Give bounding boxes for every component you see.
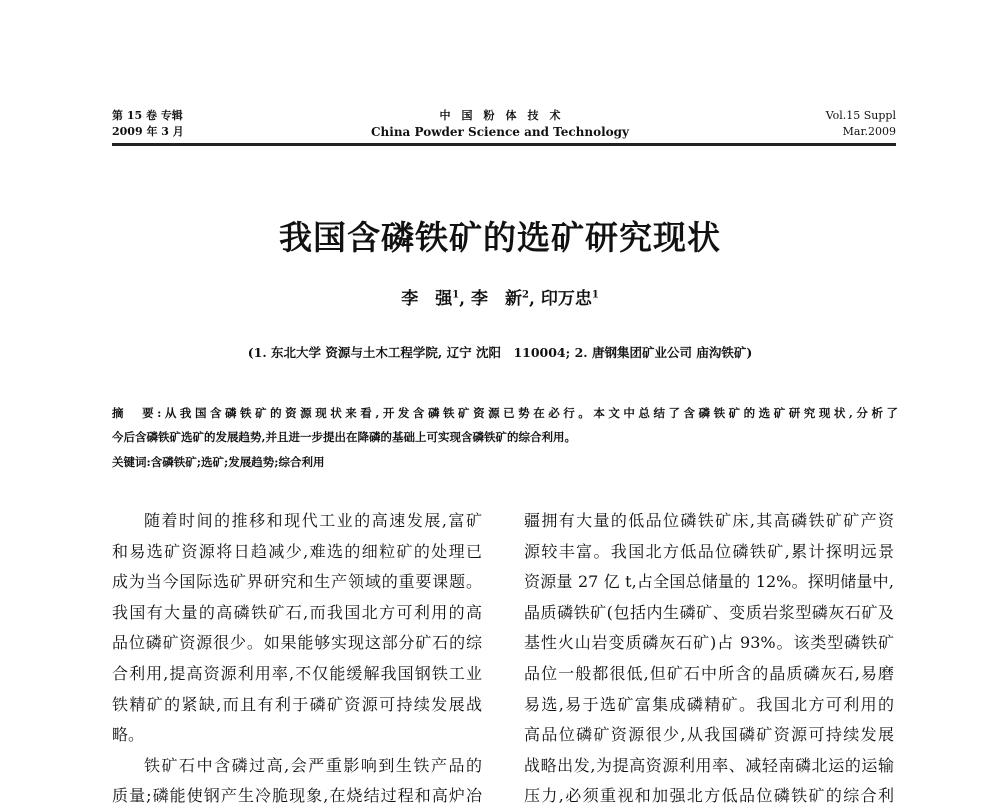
body-line: 我国有大量的高磷铁矿石,而我国北方可利用的高 xyxy=(112,602,482,622)
affiliations: (1. 东北大学 资源与土木工程学院, 辽宁 沈阳 110004; 2. 唐钢集团矿业公司 庙沟铁矿) xyxy=(247,345,753,360)
author-name: 印万忠 xyxy=(540,289,592,309)
abstract-line: 今后含磷铁矿选矿的发展趋势,并且进一步提出在降磷的基础上可实现含磷铁矿的综合利用。 xyxy=(112,430,576,444)
header-rule xyxy=(112,143,896,146)
body-line: 和易选矿资源将日趋减少,难选的细粒矿的处理已 xyxy=(112,541,482,561)
keywords-line xyxy=(112,450,898,475)
body-line: 随着时间的推移和现代工业的高速发展,富矿 xyxy=(144,511,482,530)
author-list: 李 强$^1$, 李 新$^2$, 印万忠$^1$ xyxy=(401,289,599,309)
body-line: 晶质磷铁矿(包括内生磷矿、变质岩浆型磷灰石矿及 xyxy=(524,602,894,622)
paper-title: 我国含磷铁矿的选矿研究现状 xyxy=(279,218,721,257)
body-line: 成为当今国际选矿界研究和生产领域的重要课题。 xyxy=(112,572,482,592)
volume-label-en: Vol.15 Suppl xyxy=(825,109,896,122)
author-name: 李 强 xyxy=(401,289,453,309)
body-line: 质量;磷能使钢产生冷脆现象,在烧结过程和高炉冶 xyxy=(112,786,482,806)
author-name: 李 新 xyxy=(471,289,523,309)
body-line: 源较丰富。我国北方低品位磷铁矿,累计探明远景 xyxy=(524,541,894,561)
volume-label: 第 15 卷 专辑 xyxy=(112,109,183,122)
body-line: 品位一般都很低,但矿石中所含的晶质磷灰石,易磨 xyxy=(524,663,894,683)
issue-date: 2009 年 3 月 xyxy=(112,125,184,138)
keywords-text: 含磷铁矿;选矿;发展趋势;综合利用 xyxy=(150,455,325,469)
abstract-text: 从我国含磷铁矿的资源现状来看,开发含磷铁矿资源已势在必行。本文中总结了含磷铁矿的选矿研究现状,分析了 xyxy=(161,406,898,420)
body-line: 合利用,提高资源利用率,不仅能缓解我国钢铁工业 xyxy=(112,663,482,683)
body-line: 铁精矿的紧缺,而且有利于磷矿资源可持续发展战 xyxy=(112,694,482,714)
body-column-right xyxy=(524,506,894,812)
body-line: 易选,易于选矿富集成磷精矿。我国北方可利用的 xyxy=(524,694,894,714)
body-line: 基性火山岩变质磷灰石矿)占 93%。该类型磷铁矿 xyxy=(524,633,894,653)
body-line: 疆拥有大量的低品位磷铁矿床,其高磷铁矿矿产资 xyxy=(524,511,894,530)
journal-name-cn: 中 国 粉 体 技 术 xyxy=(439,109,561,122)
body-line: 品位磷矿资源很少。如果能够实现这部分矿石的综 xyxy=(112,633,482,653)
body-line: 铁矿石中含磷过高,会严重影响到生铁产品的 xyxy=(144,755,482,775)
abstract-label: 摘 要: xyxy=(112,406,162,420)
abstract-line xyxy=(112,401,898,426)
keywords-label: 关键词: xyxy=(112,455,151,469)
author-affiliation-mark: 1 xyxy=(591,289,599,301)
author-affiliation-mark: 1 xyxy=(452,289,460,301)
body-line: 略。 xyxy=(112,725,145,745)
author-affiliation-mark: 2 xyxy=(522,289,529,301)
body-line: 高品位磷矿资源很少,从我国磷矿资源可持续发展 xyxy=(524,725,894,745)
body-column-left xyxy=(112,506,482,812)
issue-date-en: Mar.2009 xyxy=(842,125,896,138)
body-line: 资源量 27 亿 t,占全国总储量的 12%。探明储量中, xyxy=(524,572,894,592)
body-line: 战略出发,为提高资源利用率、减轻南磷北运的运输 xyxy=(524,755,894,775)
volume-info-en xyxy=(826,108,896,140)
body-line: 压力,必须重视和加强北方低品位磷铁矿的综合利 xyxy=(524,786,894,806)
journal-name-en: China Powder Science and Technology xyxy=(370,125,630,139)
